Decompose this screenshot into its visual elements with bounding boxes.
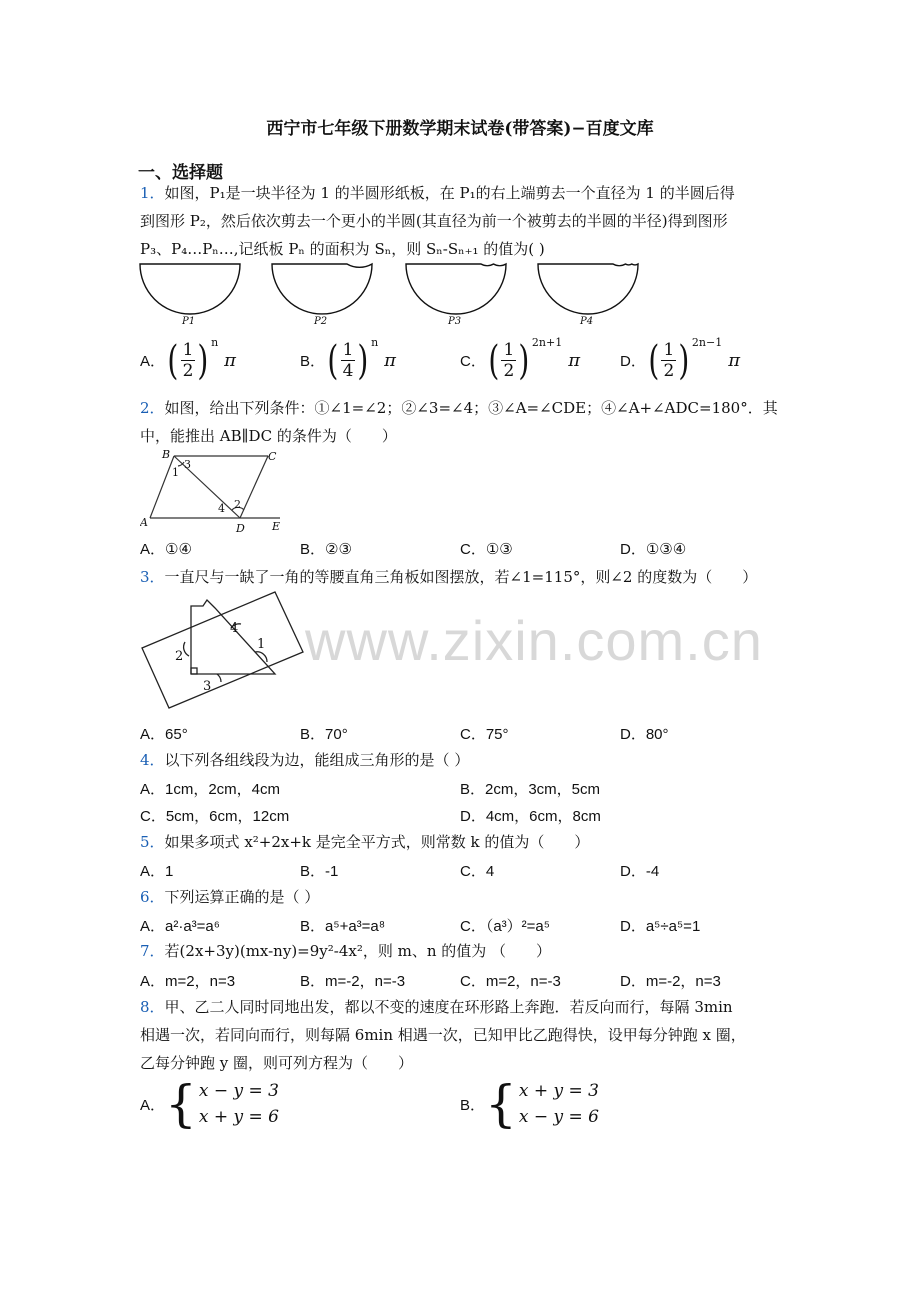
q1-number: 1． xyxy=(140,184,165,202)
p3-label: P3 xyxy=(448,316,462,327)
q4-text1: 以下列各组线段为边，能组成三角形的是（ ） xyxy=(164,751,470,769)
q3-angle-1: 1 xyxy=(257,637,266,652)
q3-angle-2: 2 xyxy=(175,649,184,664)
q8-a-eq1: x − y = 3 xyxy=(198,1081,279,1101)
q2-line2: 中，能推出 AB∥DC 的条件为（ ） xyxy=(140,427,397,445)
q3-angle-3: 3 xyxy=(203,679,212,694)
q1-option-c-label: C． xyxy=(460,353,486,370)
q1-option-a[interactable]: A． ( $\frac{1}{2}$ ) n π xyxy=(140,336,236,384)
q1-option-b[interactable]: B． ( $\frac{1}{4}$ ) n π xyxy=(300,336,396,384)
q1-d-exp: 2n−1 xyxy=(691,336,723,349)
q1-d-den: 2 xyxy=(663,361,675,381)
q8-line1 xyxy=(140,993,780,1021)
q6-option-a[interactable]: A．a²·a³=a⁶ xyxy=(140,918,220,935)
q2-label-b: B xyxy=(162,448,171,461)
q2-angle-4: 4 xyxy=(218,502,225,515)
q2-label-e: E xyxy=(272,520,281,533)
q5-option-b[interactable]: B．-1 xyxy=(300,863,339,880)
q2-figure xyxy=(140,448,300,534)
p1-shape xyxy=(140,264,240,314)
q1-b-num: 1 xyxy=(342,340,354,360)
q3-option-c[interactable]: C．75° xyxy=(460,726,509,743)
q1-b-den: 4 xyxy=(342,361,354,381)
q1-a-pi: π xyxy=(224,350,236,371)
q2-line-cd xyxy=(240,456,268,518)
q8-line2: 相遇一次，若同向而行，则每隔 6min 相遇一次，已知甲比乙跑得快，设甲每分钟跑 x 圈， xyxy=(140,1026,746,1044)
q7-option-b[interactable]: B．m=-2，n=-3 xyxy=(300,973,406,990)
q2-option-b[interactable]: B．②③ xyxy=(300,541,352,558)
q3-line1 xyxy=(140,563,780,591)
q8-option-b-label: B． xyxy=(460,1096,486,1114)
q2-number: 2． xyxy=(140,399,165,417)
q1-option-b-label: B． xyxy=(300,353,326,370)
q2-angle-1: 1 xyxy=(172,466,179,479)
q2-line1 xyxy=(140,394,780,422)
q7-option-a[interactable]: A．m=2，n=3 xyxy=(140,973,236,990)
q4-number: 4． xyxy=(140,751,165,769)
q3-option-d[interactable]: D．80° xyxy=(620,726,669,743)
q5-option-c[interactable]: C．4 xyxy=(460,863,495,880)
q7-number: 7． xyxy=(140,942,165,960)
q5-number: 5． xyxy=(140,833,165,851)
q1-line3: P₃、P₄…Pₙ…,记纸板 Pₙ 的面积为 Sₙ，则 Sₙ-Sₙ₊₁ 的值为( ) xyxy=(140,240,545,258)
q2-line-ba xyxy=(150,456,174,518)
q3-option-a[interactable]: A．65° xyxy=(140,726,188,743)
q1-option-c[interactable]: C． ( $\frac{1}{2}$ ) 2n+1 π xyxy=(460,336,581,384)
q2-option-a[interactable]: A．①④ xyxy=(140,541,192,558)
p1-label: P1 xyxy=(182,316,196,327)
q1-d-num: 1 xyxy=(663,340,675,360)
q1-text1: 如图，P₁是一块半径为 1 的半圆形纸板，在 P₁的右上端剪去一个直径为 1 的半圆后得 xyxy=(164,184,735,202)
q7-option-c[interactable]: C．m=2，n=-3 xyxy=(460,973,561,990)
q5-line1 xyxy=(140,828,780,856)
q1-a-num: 1 xyxy=(182,340,194,360)
q8-b-eq1: x + y = 3 xyxy=(518,1081,599,1101)
p2-label: P2 xyxy=(314,316,328,327)
q1-line1 xyxy=(140,179,780,207)
q2-option-d[interactable]: D．①③④ xyxy=(620,541,687,558)
q8-number: 8． xyxy=(140,998,165,1016)
q3-number: 3． xyxy=(140,568,165,586)
q3-text1: 一直尺与一缺了一角的等腰直角三角板如图摆放，若∠1=115°，则∠2 的度数为（ ） xyxy=(164,568,758,586)
q6-line1 xyxy=(140,883,780,911)
q7-line1 xyxy=(140,937,780,965)
q2-option-c[interactable]: C．①③ xyxy=(460,541,513,558)
q5-text1: 如果多项式 x²+2x+k 是完全平方式，则常数 k 的值为（ ） xyxy=(164,833,590,851)
q4-option-a[interactable]: A．1cm，2cm，4cm xyxy=(140,781,281,798)
q3-option-b[interactable]: B．70° xyxy=(300,726,348,743)
q2-text1: 如图，给出下列条件：①∠1=∠2；②∠3=∠4；③∠A=∠CDE；④∠A+∠ADC=180°．其 xyxy=(164,399,778,417)
q8-a-eq2: x + y = 6 xyxy=(198,1107,279,1127)
q8-option-b[interactable]: B． { x + y = 3 x − y = 6 xyxy=(460,1075,599,1133)
q8-option-a[interactable]: A． { x − y = 3 x + y = 6 xyxy=(140,1075,279,1133)
document-title: 西宁市七年级下册数学期末试卷(带答案)−百度文库 xyxy=(266,119,654,139)
q1-option-d-label: D． xyxy=(620,353,646,370)
section-heading: 一、选择题 xyxy=(138,163,223,183)
q2-label-a: A xyxy=(140,516,148,529)
p4-shape xyxy=(538,264,638,314)
q8-line3: 乙每分钟跑 y 圈，则可列方程为（ ） xyxy=(140,1054,414,1072)
q1-a-den: 2 xyxy=(182,361,194,381)
q1-a-exp: n xyxy=(211,336,219,349)
q1-d-pi: π xyxy=(728,350,741,371)
q7-option-d[interactable]: D．m=-2，n=3 xyxy=(620,973,721,990)
q2-label-d: D xyxy=(236,522,245,534)
p3-shape xyxy=(406,264,506,314)
q1-c-den: 2 xyxy=(503,361,515,381)
q1-c-num: 1 xyxy=(503,340,515,360)
q6-option-d[interactable]: D．a⁵÷a⁵=1 xyxy=(620,918,701,935)
q3-figure xyxy=(135,590,310,715)
watermark: www.zixin.com.cn xyxy=(305,609,763,672)
p4-label: P4 xyxy=(580,316,594,327)
p2-shape xyxy=(272,264,372,314)
q1-figure xyxy=(130,258,650,330)
q7-text1: 若(2x+3y)(mx-ny)=9y²-4x²，则 m、n 的值为 （ ） xyxy=(164,942,552,960)
q6-text1: 下列运算正确的是（ ） xyxy=(164,888,320,906)
q1-b-exp: n xyxy=(371,336,379,349)
q2-angle-3: 3 xyxy=(184,458,191,471)
q2-label-c: C xyxy=(268,450,277,463)
q8-option-a-label: A． xyxy=(140,1096,166,1114)
q8-b-eq2: x − y = 6 xyxy=(518,1107,599,1127)
q8-text1: 甲、乙二人同时同地出发，都以不变的速度在环形路上奔跑．若反向而行，每隔 3min xyxy=(164,998,733,1016)
q6-number: 6． xyxy=(140,888,165,906)
q1-option-a-label: A． xyxy=(140,353,166,370)
q1-b-pi: π xyxy=(384,350,396,371)
q6-option-b[interactable]: B．a⁵+a³=a⁸ xyxy=(300,918,386,935)
q4-option-b[interactable]: B．2cm，3cm，5cm xyxy=(460,781,601,798)
q4-option-c[interactable]: C．5cm，6cm，12cm xyxy=(140,808,290,825)
q1-option-d[interactable]: D． ( $\frac{1}{2}$ ) 2n−1 π xyxy=(620,336,741,384)
q2-angle-2: 2 xyxy=(234,498,241,511)
q4-option-d[interactable]: D．4cm，6cm，8cm xyxy=(460,808,601,825)
q1-c-exp: 2n+1 xyxy=(531,336,563,349)
q1-c-pi: π xyxy=(568,350,581,371)
q5-option-a[interactable]: A．1 xyxy=(140,863,174,880)
q3-ruler xyxy=(142,592,303,708)
q5-option-d[interactable]: D．-4 xyxy=(620,863,660,880)
q4-line1 xyxy=(140,746,780,774)
q6-option-c[interactable]: C．（a³）²=a⁵ xyxy=(460,918,550,935)
q1-line2: 到图形 P₂，然后依次剪去一个更小的半圆(其直径为前一个被剪去的半圆的半径)得到图形 xyxy=(140,212,728,230)
q3-angle-4: 4 xyxy=(230,621,239,636)
